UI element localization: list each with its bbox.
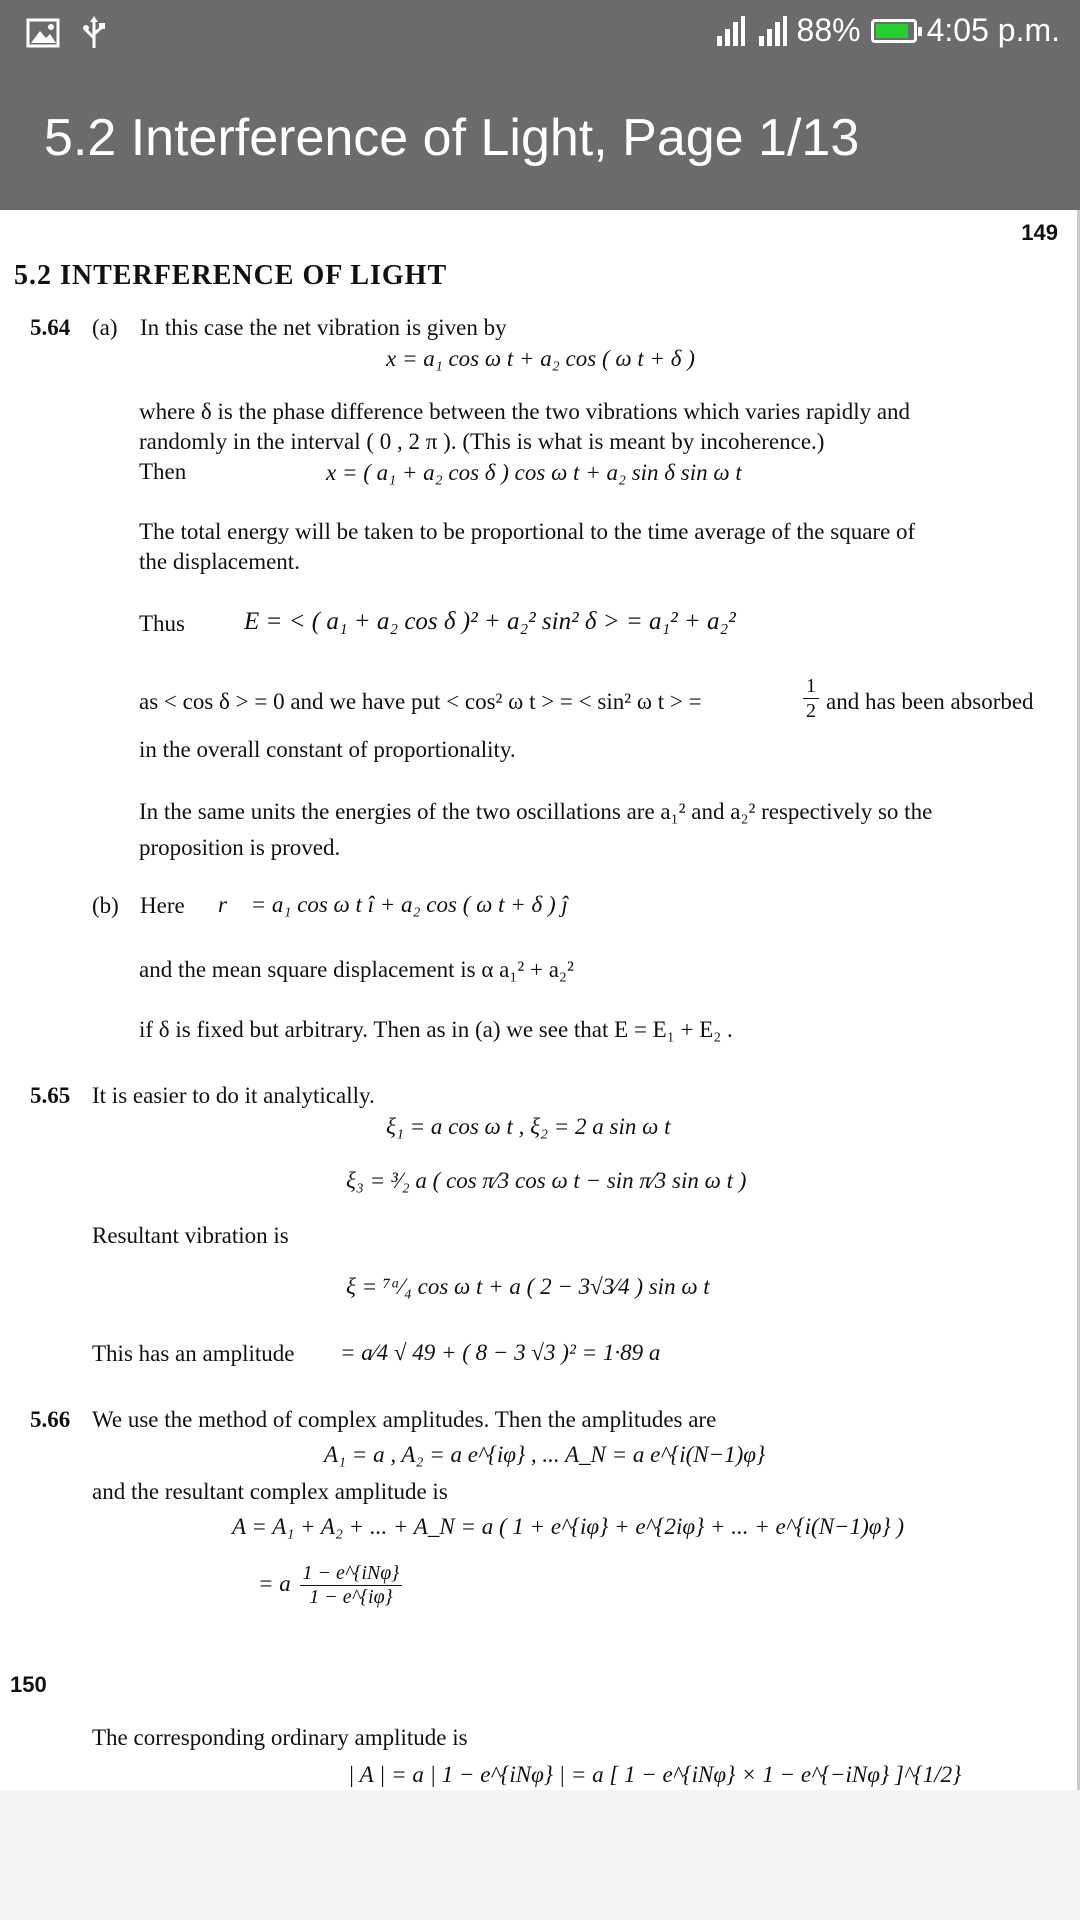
- text-line: The corresponding ordinary amplitude is: [92, 1725, 468, 1750]
- text-line: It is easier to do it analytically.: [92, 1083, 375, 1108]
- equation: A₁ = a , A₂ = a e^{iφ} , ... A_N = a e^{i(N−1)φ}: [324, 1442, 766, 1467]
- clock: 4:05 p.m.: [926, 12, 1060, 48]
- text-line: Then: [139, 459, 187, 484]
- text-line: Here: [140, 893, 185, 918]
- document-title: 5.2 Interference of Light, Page 1/13: [44, 109, 860, 167]
- text-line: This has an amplitude: [92, 1341, 295, 1366]
- equation: x = a₁ cos ω t + a₂ cos ( ω t + δ ): [386, 346, 695, 371]
- text-line: as < cos δ > = 0 and we have put < cos² ω t > = < sin² ω t > =: [139, 689, 702, 714]
- equation: r⃗ = a₁ cos ω t î + a₂ cos ( ω t + δ ) ĵ: [218, 892, 568, 917]
- text-line: proposition is proved.: [139, 835, 341, 860]
- text-line: In this case the net vibration is given by: [140, 315, 507, 340]
- image-icon: [26, 18, 60, 53]
- problem-number: 5.66: [30, 1407, 71, 1432]
- text-line: Thus: [139, 611, 185, 636]
- text-line: The total energy will be taken to be proportional to the time average of the square of: [139, 519, 916, 544]
- text-line: and the resultant complex amplitude is: [92, 1479, 448, 1504]
- document-page[interactable]: [0, 210, 1080, 1790]
- battery-icon: [871, 19, 917, 43]
- equation: ξ₃ = ³⁄₂ a ( cos π⁄3 cos ω t − sin π⁄3 sin ω t ): [346, 1168, 747, 1193]
- text-line: In the same units the energies of the two oscillations are a₁² and a₂² respectively so the: [139, 799, 933, 824]
- text-line: in the overall constant of proportionality.: [139, 737, 516, 762]
- battery-percent: 88%: [796, 12, 861, 48]
- part-label: (a): [92, 315, 118, 340]
- equation: A = A₁ + A₂ + ... + A_N = a ( 1 + e^{iφ} + e^{2iφ} + ... + e^{i(N−1)φ} ): [232, 1514, 905, 1539]
- signal-icon: [717, 16, 787, 46]
- equation: ξ₁ = a cos ω t , ξ₂ = 2 a sin ω t: [386, 1114, 671, 1139]
- section-heading: 5.2 INTERFERENCE OF LIGHT: [14, 260, 448, 291]
- text-line: randomly in the interval ( 0 , 2 π ). (This is what is meant by incoherence.): [139, 429, 825, 454]
- usb-icon: [82, 16, 106, 55]
- page-number-top: 149: [1021, 220, 1058, 245]
- problem-number: 5.65: [30, 1083, 71, 1108]
- text-line: Resultant vibration is: [92, 1223, 289, 1248]
- text-line: if δ is fixed but arbitrary. Then as in (a) we see that E = E₁ + E₂ .: [139, 1017, 733, 1042]
- text-line: and the mean square displacement is α a₁² + a₂²: [139, 957, 574, 982]
- status-bar: [0, 0, 1080, 66]
- fraction: $\frac{1}{2}$: [800, 674, 822, 723]
- equation: | A | = a | 1 − e^{iNφ} | = a [ 1 − e^{iNφ} × 1 − e^{−iNφ} ]^{1/2}: [348, 1762, 962, 1787]
- equation: x = ( a₁ + a₂ cos δ ) cos ω t + a₂ sin δ sin ω t: [326, 460, 742, 485]
- text-line: and has been absorbed: [826, 689, 1034, 714]
- text-line: where δ is the phase difference between the two vibrations which varies rapidly and: [139, 399, 911, 424]
- equation: = a⁄4 √ 49 + ( 8 − 3 √3 )² = 1·89 a: [340, 1340, 661, 1365]
- part-label: (b): [92, 893, 119, 918]
- equation: = a $\frac{\text{1 − e\textasciicircum{}\{iNφ\}}}{1 - e\^{}\{i\varphi\}}$: [258, 1562, 405, 1609]
- equation: E = < ( a₁ + a₂ cos δ )² + a₂² sin² δ > = a₁² + a₂²: [244, 608, 736, 635]
- viewer-background: [0, 1790, 1080, 1920]
- equation: ξ = ⁷ᵃ⁄₄ cos ω t + a ( 2 − 3√3⁄4 ) sin ω t: [346, 1274, 710, 1299]
- text-line: We use the method of complex amplitudes. Then the amplitudes are: [92, 1407, 717, 1432]
- problem-number: 5.64: [30, 315, 71, 340]
- page-number-bottom: 150: [10, 1672, 47, 1697]
- app-bar: [0, 66, 1080, 210]
- text-line: the displacement.: [139, 549, 300, 574]
